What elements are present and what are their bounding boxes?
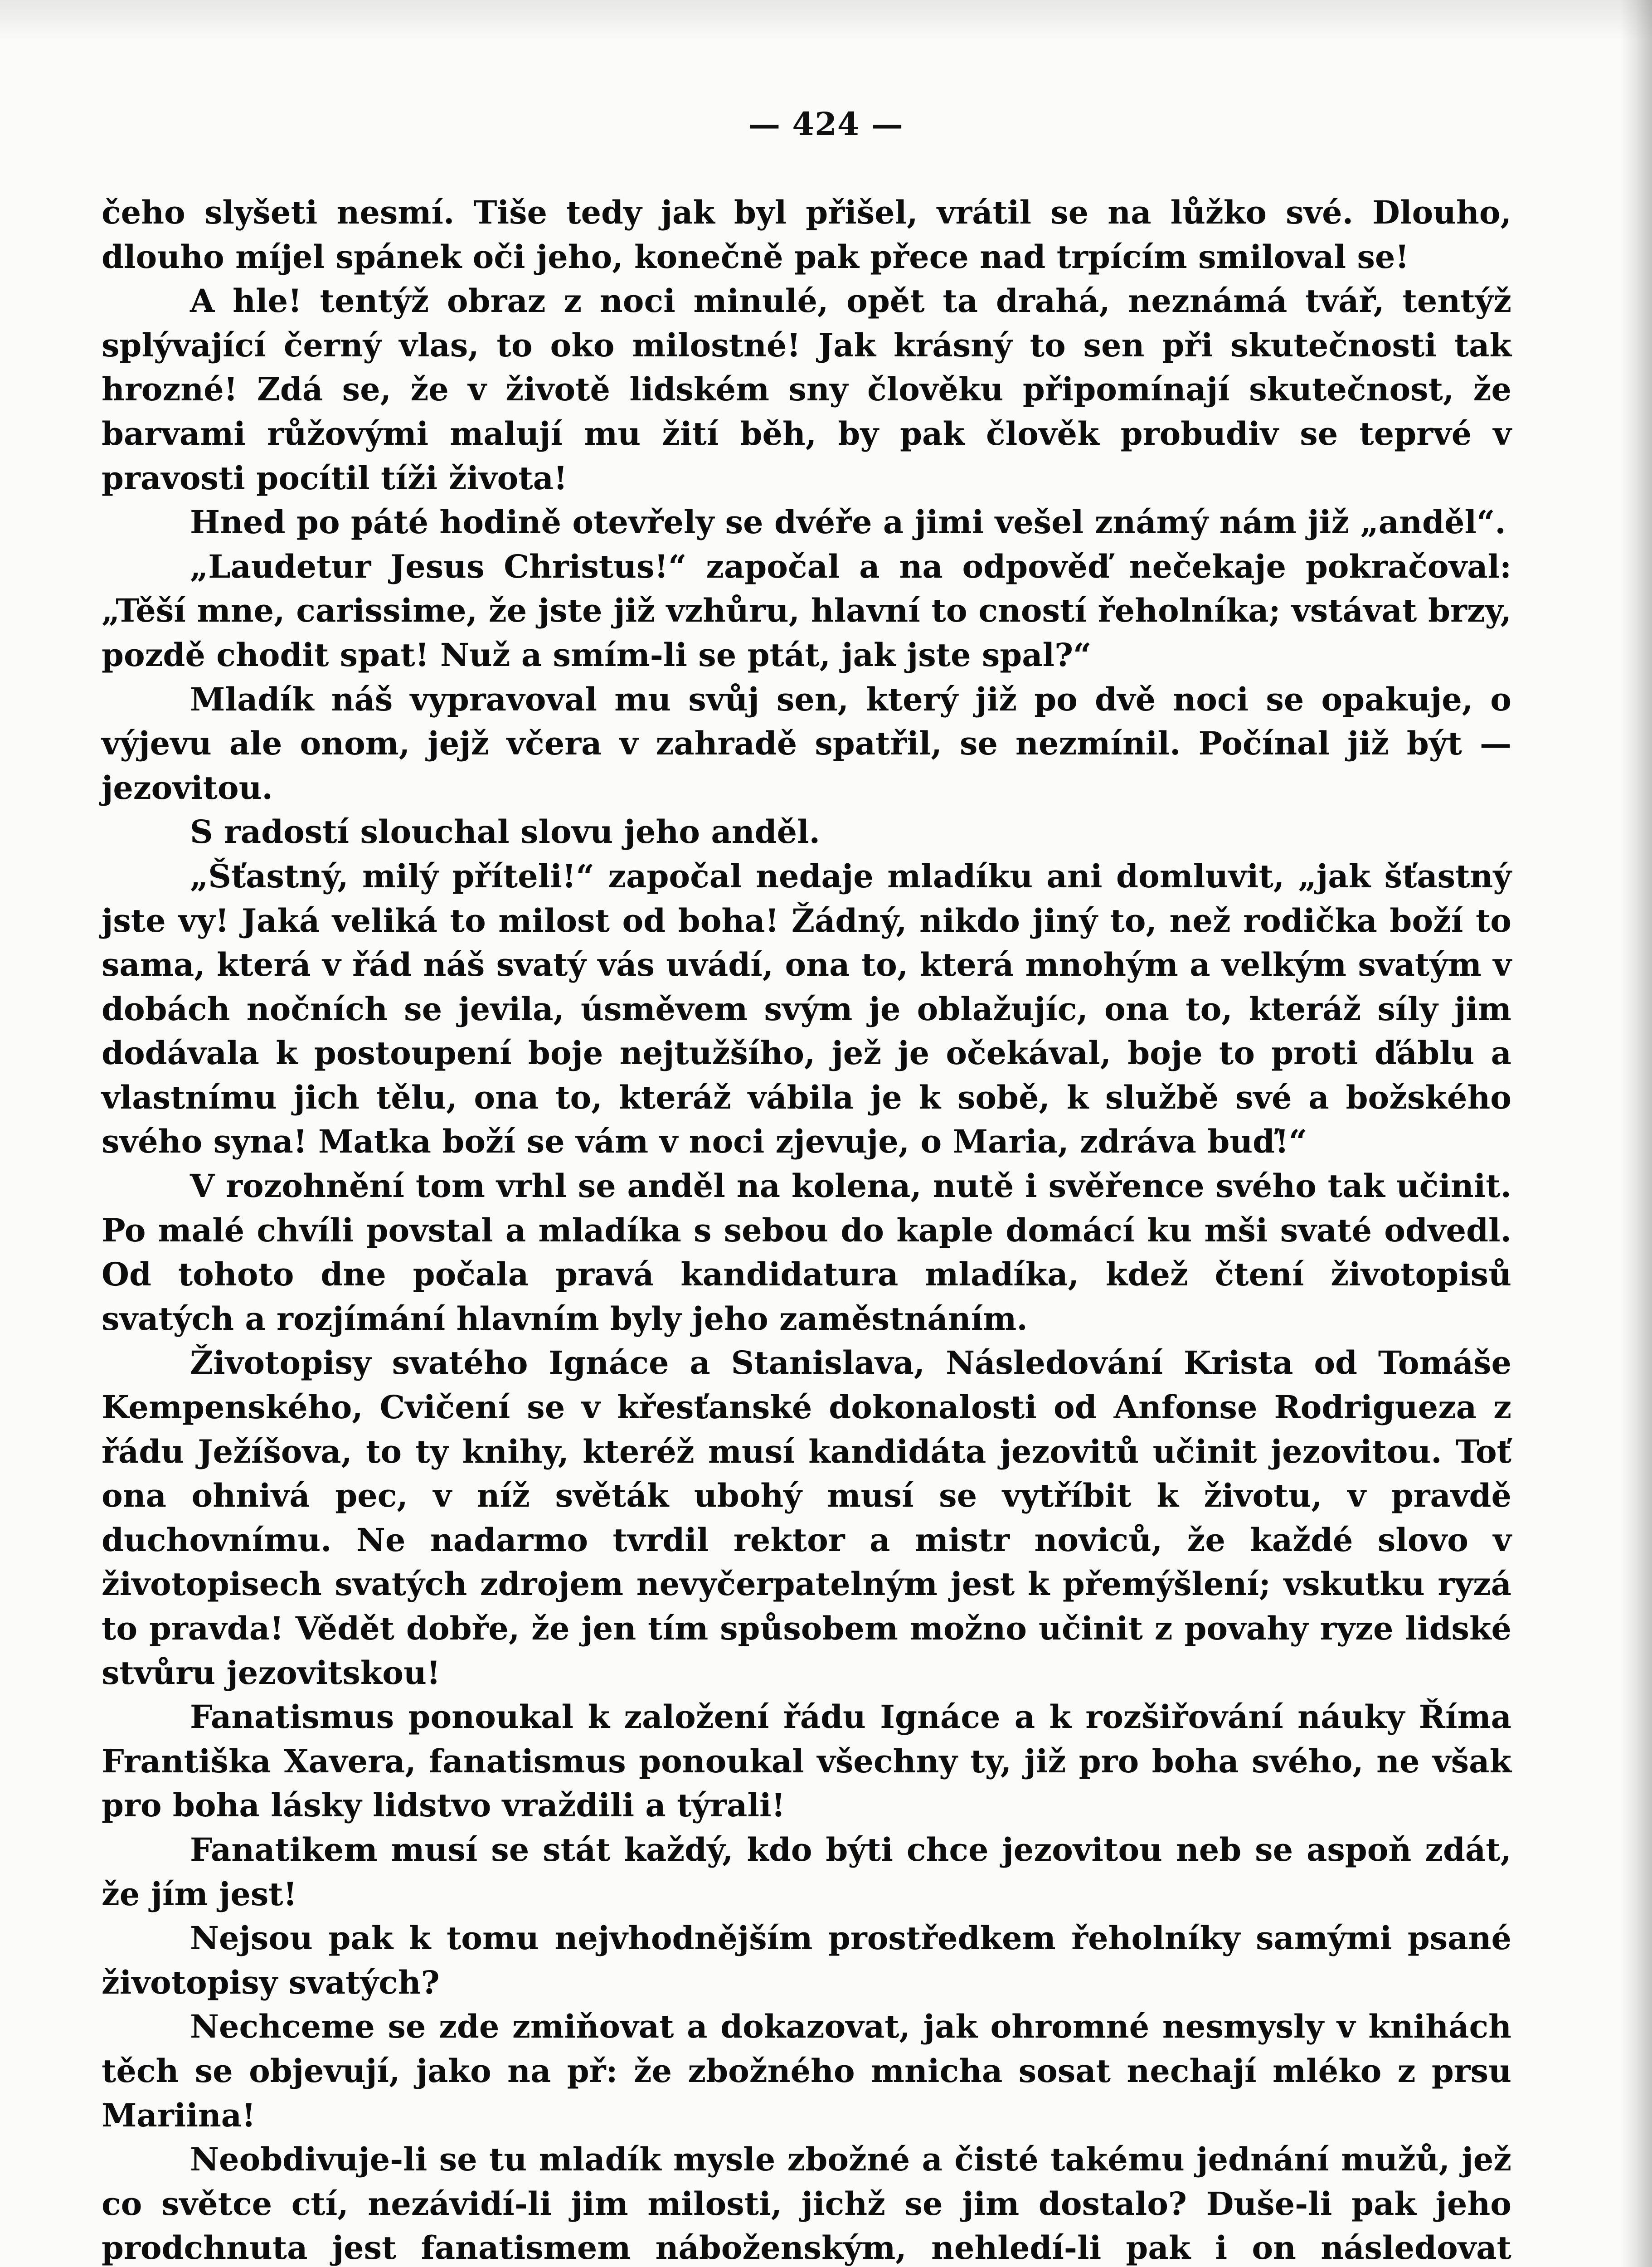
paragraph-1: čeho slyšeti nesmí. Tiše tedy jak byl přišel, vrátil se na lůžko své. Dlouho, dlouho míjel spánek oči jeho, konečně pak přece nad trpícím smiloval se!: [102, 194, 1511, 276]
paragraph-14: Neobdivuje-li se tu mladík mysle zbožné a čisté takému jednání mužů, jež co světce ctí, nezávidí-li jim milosti, jichž se jim dostalo? Duše-li pak jeho prodchnuta jest fanatismem náboženským, nehledí-li pak i on následovat: [102, 2141, 1511, 2267]
paragraph-13: Nechceme se zde zmiňovat a dokazovat, jak ohromné nesmysly v knihách těch se objevují, jako na př: že zbožného mnicha sosat nechají mléko z prsu Mariina!: [102, 2008, 1511, 2134]
paragraph-5: Mladík náš vypravoval mu svůj sen, který již po dvě noci se opakuje, o výjevu ale onom, jejž včera v zahradě spatřil, se nezmínil. Počínal již být — jezovitou.: [102, 680, 1511, 807]
paragraph-12: Nejsou pak k tomu nejvhodnějším prostředkem řeholníky samými psané životopisy svatých?: [102, 1919, 1511, 2001]
top-scan-shadow: [0, 0, 1652, 41]
paragraph-6: S radostí slouchal slovu jeho anděl.: [190, 813, 821, 851]
paragraph-9: Životopisy svatého Ignáce a Stanislava, Následování Krista od Tomáše Kempenského, Cvičení se v křesťanské dokonalosti od Anfonse Rodrigueza z řádu Ježíšova, to ty knihy, kteréž musí kandidáta jezovitů učinit jezovitou. Toť ona ohnivá pec, v níž světák ubohý musí se vytříbit k životu, v pravdě duchovnímu. Ne nadarmo tvrdil rektor a mistr noviců, že každé slovo v životopisech svatých zdrojem nevyčerpatelným jest k přemýšlení; vskutku ryzá to pravda! Vědět dobře, že jen tím spůsobem možno učinit z povahy ryze lidské stvůru jezovitskou!: [102, 1344, 1511, 1692]
paragraph-2: A hle! tentýž obraz z noci minulé, opět ta drahá, neznámá tvář, tentýž splývající černý vlas, to oko milostné! Jak krásný to sen při skutečnosti tak hrozné! Zdá se, že v životě lidském sny člověku připomínají skutečnost, že barvami růžovými malují mu žití běh, by pak člověk probudiv se teprvé v pravosti pocítil tíži života!: [102, 282, 1511, 497]
paragraph-8: V rozohnění tom vrhl se anděl na kolena, nutě i svěřence svého tak učinit. Po malé chvíli povstal a mladíka s sebou do kaple domácí ku mši svaté odvedl. Od tohoto dne počala pravá kandidatura mladíka, kdež čtení životopisů svatých a rozjímání hlavním byly jeho zaměstnáním.: [102, 1167, 1511, 1338]
paragraph-3: Hned po páté hodině otevřely se dvéře a jimi vešel známý nám již „anděl“.: [190, 503, 1506, 541]
page-number: — 424 —: [748, 105, 904, 143]
paragraph-7: „Šťastný, milý příteli!“ započal nedaje mladíku ani domluvit, „jak šťastný jste vy! Jaká veliká to milost od boha! Žádný, nikdo jiný to, než rodička boží to sama, která v řád náš svatý vás uvádí, ona to, která mnohým a velkým svatým v dobách nočních se jevila, úsměvem svým je oblažujíc, ona to, kteráž síly jim dodávala k postoupení boje nejtužšího, jež je očekával, boje to proti ďáblu a vlastnímu jich tělu, ona to, kteráž vábila je k sobě, k službě své a božského svého syna! Matka boží se vám v noci zjevuje, o Maria, zdráva buď!“: [102, 857, 1511, 1161]
paragraph-11: Fanatikem musí se stát každý, kdo býti chce jezovitou neb se aspoň zdát, že jím jest!: [102, 1830, 1511, 1913]
body-text: [102, 190, 1511, 2267]
paragraph-10: Fanatismus ponoukal k založení řádu Ignáce a k rozšiřování náuky Říma Františka Xavera, fanatismus ponoukal všechny ty, již pro boha svého, ne však pro boha lásky lidstvo vraždili a týrali!: [102, 1698, 1511, 1824]
right-edge-shadow: [1620, 0, 1652, 2267]
paragraph-4: „Laudetur Jesus Christus!“ započal a na odpověď nečekaje pokračoval: „Těší mne, carissime, že jste již vzhůru, hlavní to cností řeholníka; vstávat brzy, pozdě chodit spat! Nuž a smím-li se ptát, jak jste spal?“: [102, 547, 1511, 674]
